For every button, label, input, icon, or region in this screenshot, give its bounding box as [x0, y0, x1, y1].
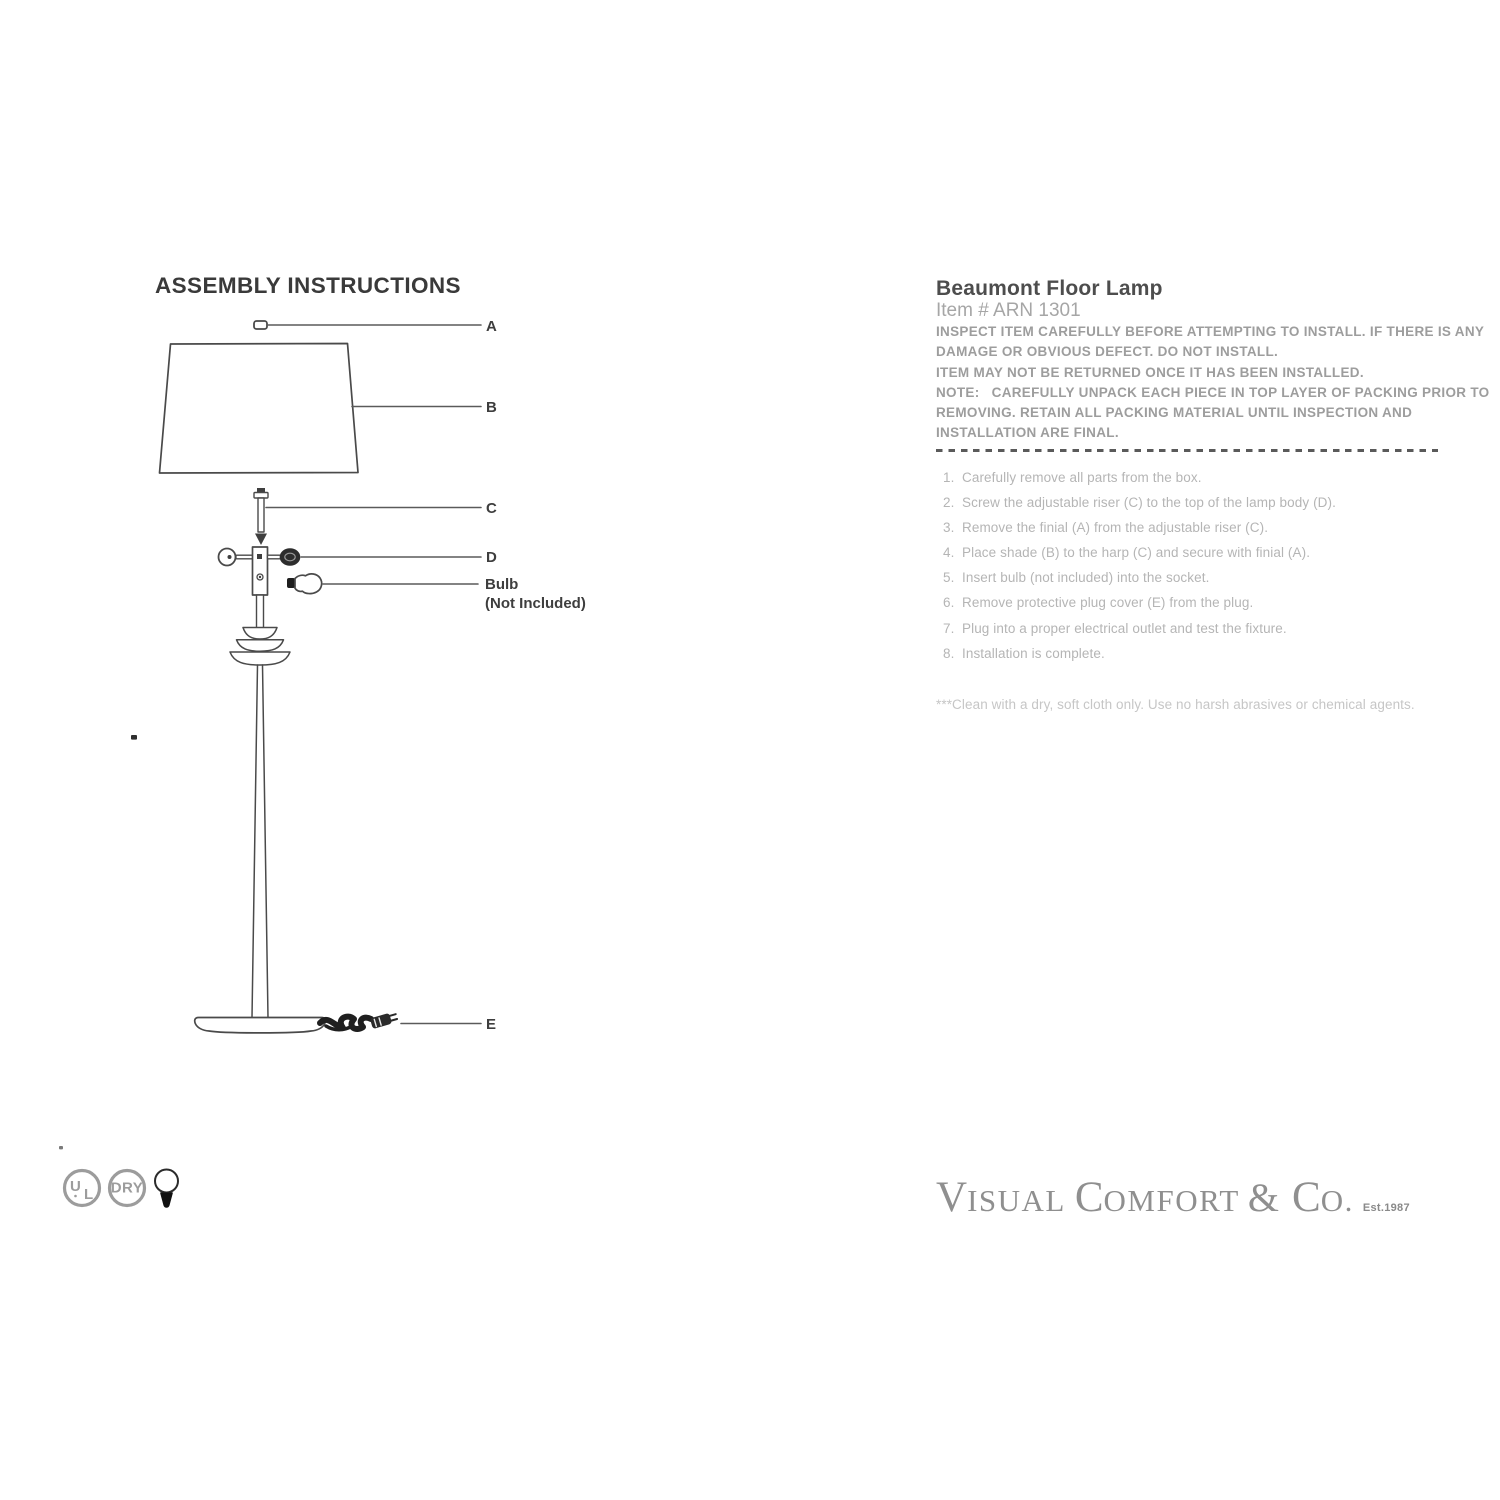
warning-line: NOTE: CAREFULLY UNPACK EACH PIECE IN TOP LAYER OF PACKING PRIOR TO	[936, 384, 1490, 400]
dry-location-icon	[110, 1171, 145, 1206]
step-row	[943, 595, 1336, 620]
product-title: Beaumont Floor Lamp	[936, 277, 1163, 300]
step-text: Carefully remove all parts from the box.	[962, 470, 1202, 485]
step-text: Installation is complete.	[962, 645, 1105, 661]
logo-text: ISUAL	[967, 1183, 1066, 1218]
assembly-steps-list	[943, 470, 1336, 671]
step-number: 4.	[943, 545, 955, 561]
logo-ampersand: &	[1247, 1175, 1279, 1220]
step-row	[943, 570, 1336, 595]
lamp-shade-part	[160, 344, 359, 474]
warning-line: ITEM MAY NOT BE RETURNED ONCE IT HAS BEEN INSTALLED.	[936, 364, 1364, 380]
step-number: 7.	[943, 620, 955, 636]
logo-letter: C	[1074, 1174, 1104, 1221]
step-number: 2.	[943, 495, 955, 511]
ul-letter-u: U	[70, 1178, 81, 1195]
logo-text: OMFORT	[1103, 1183, 1240, 1218]
disc-small	[243, 628, 277, 640]
print-artifact-dot	[59, 1146, 63, 1149]
step-row	[943, 621, 1336, 646]
warning-line: INSTALLATION ARE FINAL.	[936, 425, 1119, 441]
step-row	[943, 495, 1336, 520]
lamp-base	[195, 1018, 326, 1033]
label-d: D	[486, 549, 497, 566]
power-cord-and-plug	[320, 1011, 398, 1029]
tapered-pole	[252, 665, 268, 1018]
finial-part	[254, 321, 267, 329]
lamp-column	[230, 595, 290, 1018]
warning-line: DAMAGE OR OBVIOUS DEFECT. DO NOT INSTALL.	[936, 344, 1279, 360]
logo-letter: V	[936, 1174, 968, 1221]
warning-block	[936, 322, 1489, 444]
care-note: ***Clean with a dry, soft cloth only. Use no harsh abrasives or chemical agents.	[936, 697, 1415, 712]
label-b: B	[486, 399, 497, 416]
label-e: E	[486, 1016, 497, 1033]
logo-text: O	[1320, 1183, 1345, 1218]
disc-large	[230, 652, 290, 665]
step-number: 1.	[943, 470, 955, 485]
step-row	[943, 520, 1336, 545]
step-row	[943, 545, 1336, 570]
page-title: ASSEMBLY INSTRUCTIONS	[155, 273, 461, 298]
step-text: Insert bulb (not included) into the socket.	[962, 570, 1210, 586]
step-text: Remove protective plug cover (E) from the plug.	[962, 595, 1254, 611]
light-bulb-icon	[155, 1170, 178, 1208]
ul-letter-l: L	[84, 1186, 94, 1203]
step-number: 3.	[943, 520, 955, 536]
switch-knob	[219, 549, 236, 566]
logo-period: .	[1344, 1183, 1354, 1218]
ul-listed-icon	[65, 1171, 100, 1206]
label-bulb-not-included: (Not Included)	[485, 595, 586, 612]
warning-line: REMOVING. RETAIN ALL PACKING MATERIAL UNTIL INSPECTION AND	[936, 405, 1413, 421]
logo-letter: C	[1292, 1174, 1321, 1221]
dashed-divider	[936, 449, 1438, 452]
step-text: Remove the finial (A) from the adjustable riser (C).	[962, 520, 1269, 536]
label-a: A	[486, 318, 497, 335]
step-text: Screw the adjustable riser (C) to the top of the lamp body (D).	[962, 495, 1336, 511]
socket-thumb-knob	[281, 549, 300, 565]
bulb-part	[287, 574, 322, 594]
step-text: Place shade (B) to the harp (C) and secure with finial (A).	[962, 545, 1311, 561]
print-artifact-dot	[131, 735, 137, 740]
item-number: Item # ARN 1301	[936, 300, 1081, 321]
step-number: 8.	[943, 645, 955, 661]
logo-established: Est.1987	[1362, 1202, 1410, 1214]
label-bulb: Bulb	[485, 576, 519, 593]
step-number: 5.	[943, 570, 955, 586]
adjustable-riser-part	[254, 488, 268, 545]
label-c: C	[486, 500, 497, 517]
step-row	[943, 646, 1336, 671]
disc-medium	[237, 640, 284, 651]
step-text: Plug into a proper electrical outlet and test the fixture.	[962, 620, 1287, 636]
warning-line: INSPECT ITEM CAREFULLY BEFORE ATTEMPTING TO INSTALL. IF THERE IS ANY	[936, 324, 1485, 339]
lamp-body-part	[219, 547, 300, 595]
lamp-assembly-diagram	[0, 0, 700, 1260]
step-number: 6.	[943, 595, 955, 611]
dry-label: DRY	[110, 1179, 144, 1197]
visual-comfort-logo	[936, 1173, 1410, 1222]
step-row	[943, 470, 1336, 495]
